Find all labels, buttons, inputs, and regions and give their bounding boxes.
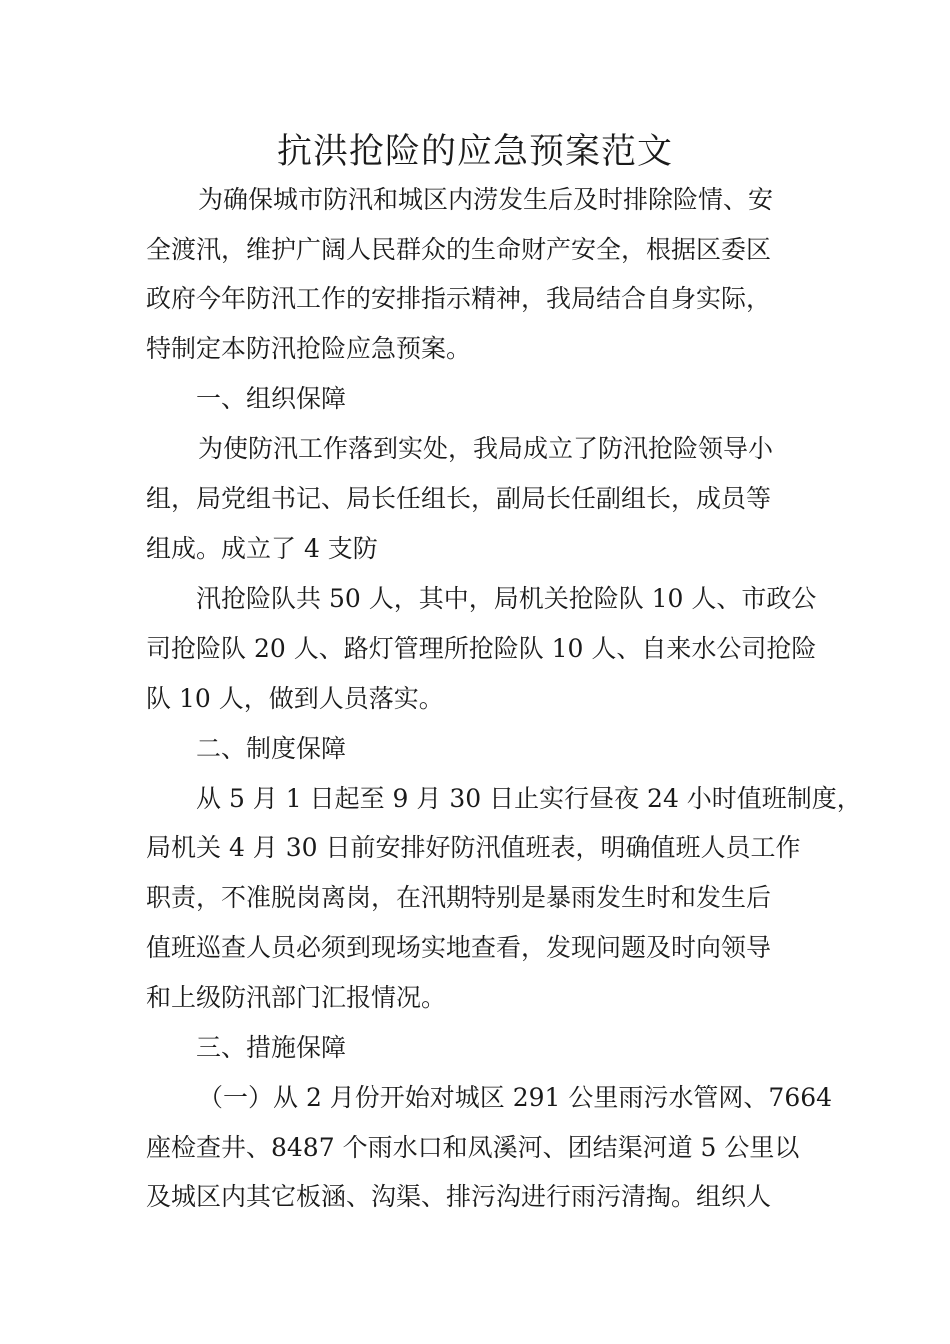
paragraph-line: 及城区内其它板涵、沟渠、排污沟进行雨污清掏。组织人 [146,1182,772,1211]
paragraph-line: （一）从 2 月份开始对城区 291 公里雨污水管网、7664 [198,1083,833,1112]
paragraph-line: 为确保城市防汛和城区内涝发生后及时排除险情、安 [198,185,774,214]
paragraph-line: 组，局党组书记、局长任组长，副局长任副组长，成员等 [146,484,772,513]
paragraph-line: 队 10 人，做到人员落实。 [146,684,444,713]
paragraph-line: 为使防汛工作落到实处，我局成立了防汛抢险领导小 [198,434,774,463]
paragraph-line: 座检查井、8487 个雨水口和凤溪河、团结渠河道 5 公里以 [146,1133,800,1162]
paragraph-line: 特制定本防汛抢险应急预案。 [146,334,472,363]
section-heading: 二、制度保障 [196,734,347,763]
paragraph-line: 职责，不准脱岗离岗，在汛期特别是暴雨发生时和发生后 [146,883,772,912]
paragraph-line: 组成。成立了 4 支防 [146,534,378,563]
paragraph-line: 司抢险队 20 人、路灯管理所抢险队 10 人、自来水公司抢险 [146,634,817,663]
paragraph-line: 全渡汛，维护广阔人民群众的生命财产安全，根据区委区 [146,235,772,264]
paragraph-line: 和上级防汛部门汇报情况。 [146,983,447,1012]
paragraph-line: 值班巡查人员必须到现场实地查看，发现问题及时向领导 [146,933,772,962]
section-heading: 三、措施保障 [196,1033,347,1062]
section-heading: 一、组织保障 [196,384,347,413]
paragraph-line: 从 5 月 1 日起至 9 月 30 日止实行昼夜 24 小时值班制度， [196,784,862,813]
paragraph-line: 汛抢险队共 50 人，其中，局机关抢险队 10 人、市政公 [196,584,817,613]
document-title: 抗洪抢险的应急预案范文 [276,132,673,172]
paragraph-line: 政府今年防汛工作的安排指示精神，我局结合自身实际， [146,284,772,313]
paragraph-line: 局机关 4 月 30 日前安排好防汛值班表，明确值班人员工作 [146,833,801,862]
